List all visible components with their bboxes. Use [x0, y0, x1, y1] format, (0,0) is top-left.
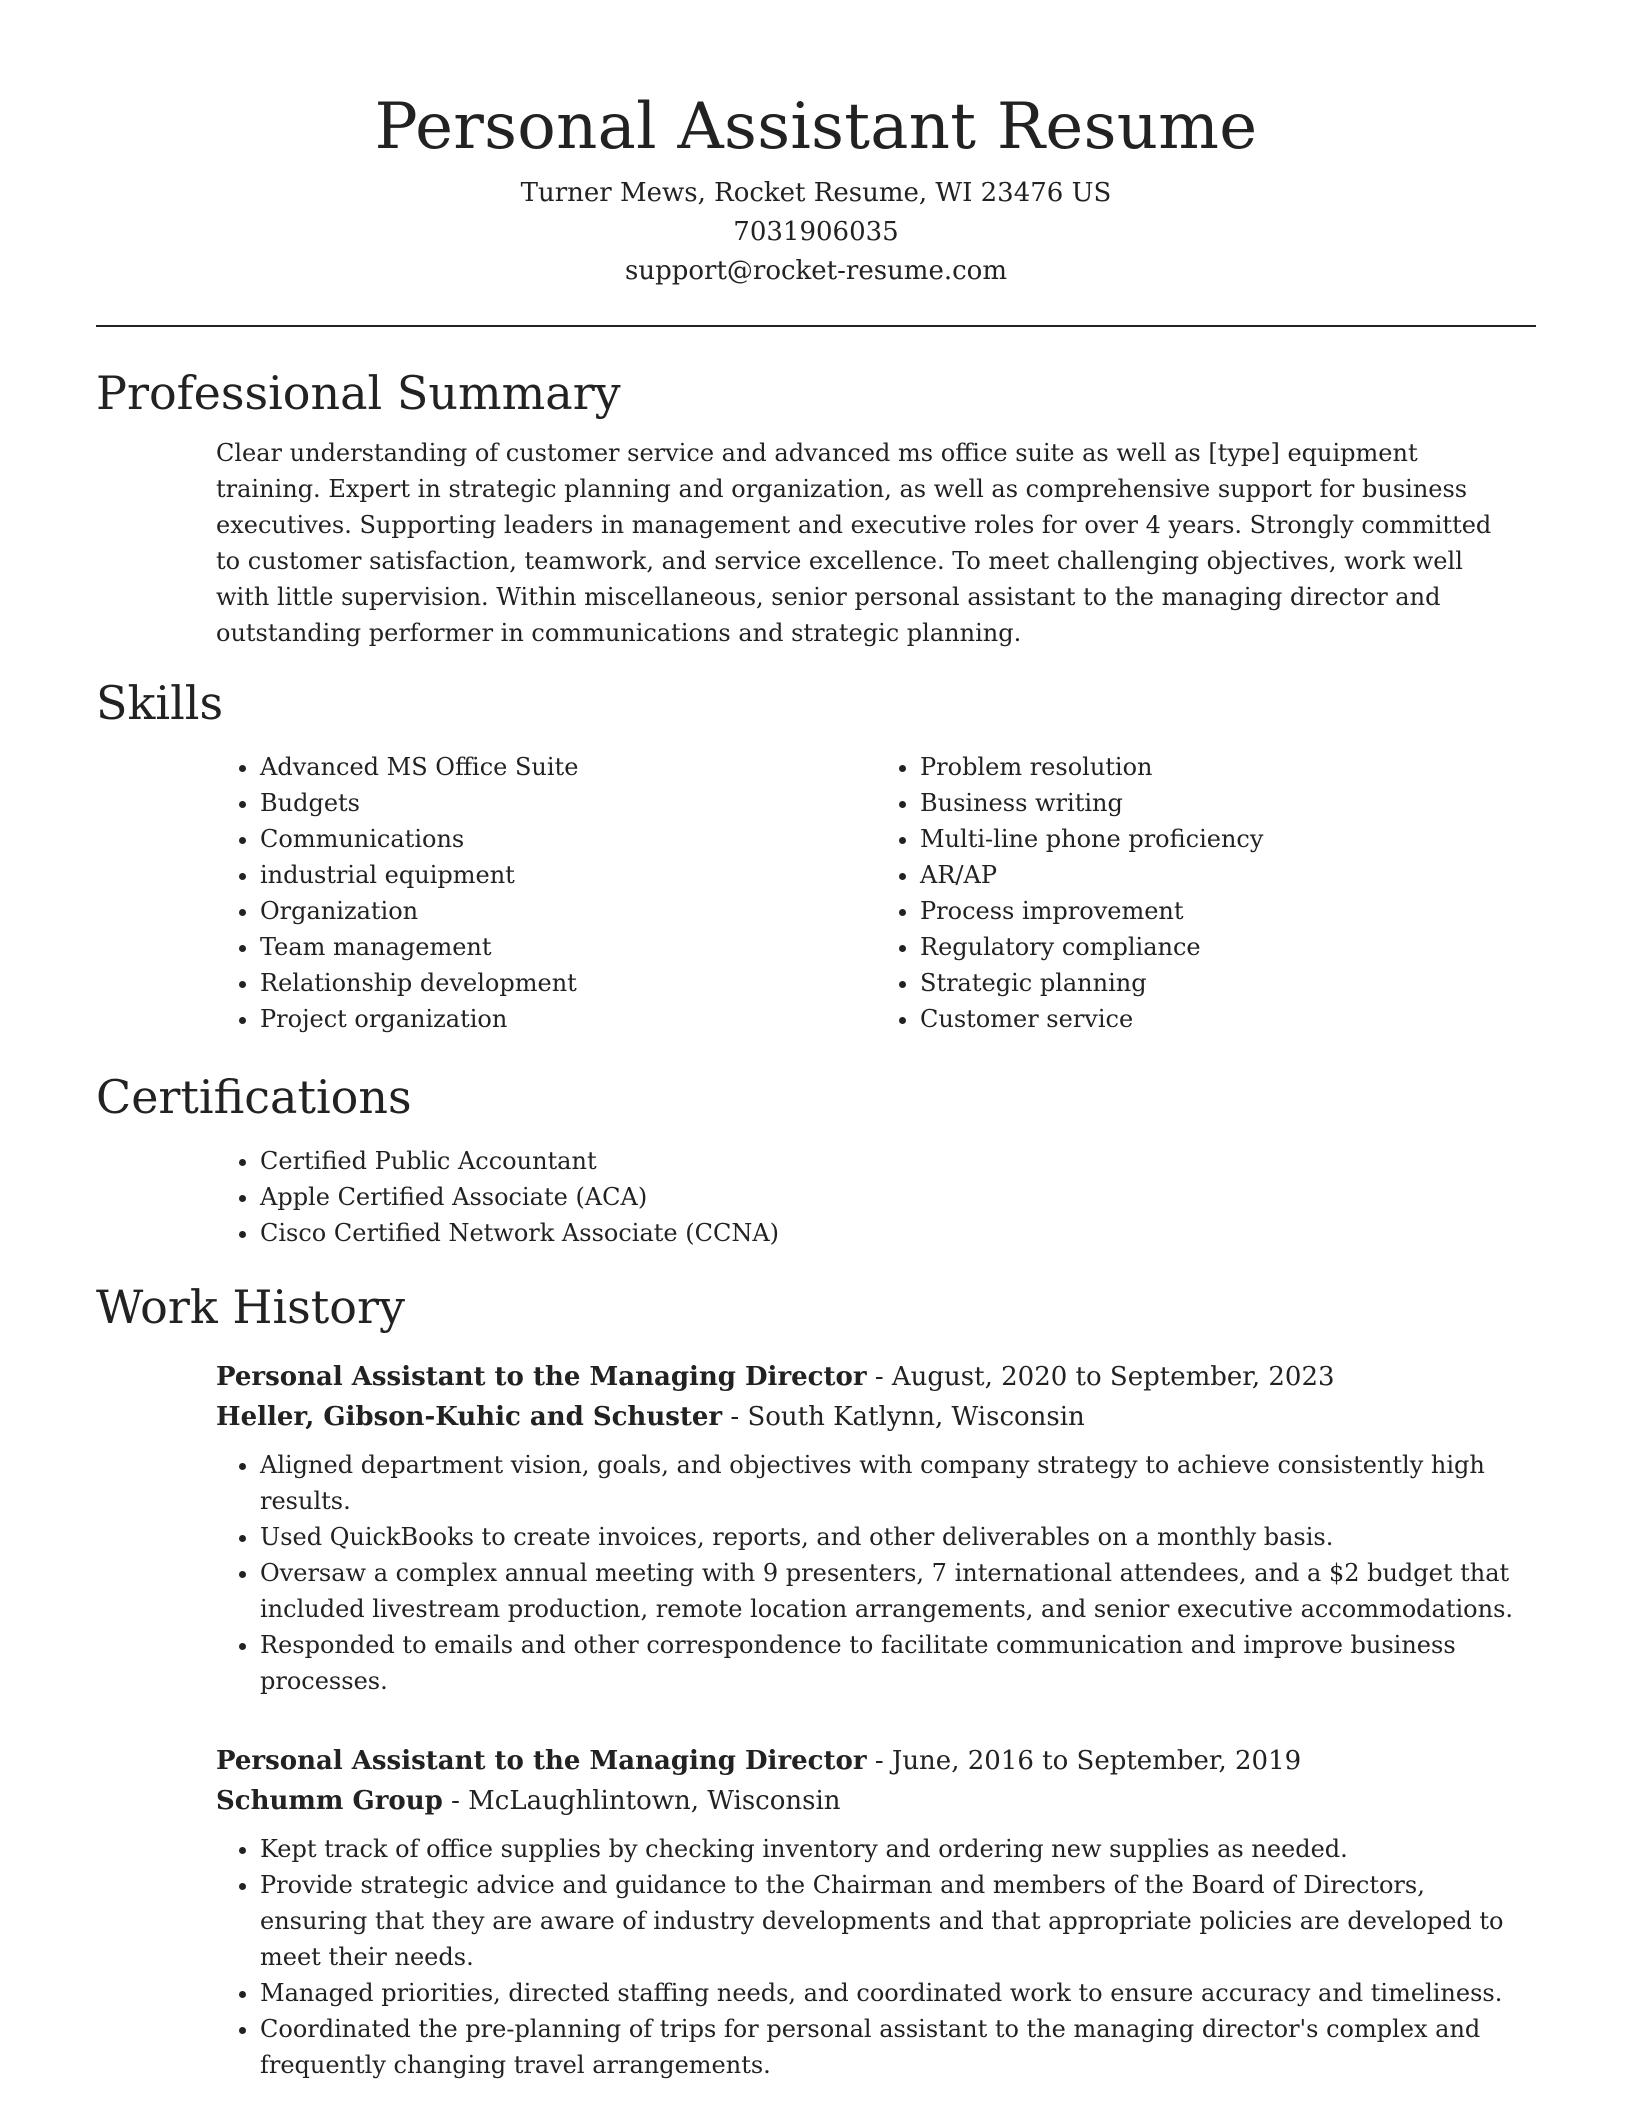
- contact-email: support@rocket-resume.com: [624, 256, 1007, 286]
- job-title-line: [216, 1357, 1516, 1397]
- certification-item: • Cisco Certified Network Associate (CCNA): [260, 1215, 1536, 1251]
- skill-item: • Team management: [260, 929, 876, 965]
- skill-item: • Problem resolution: [920, 749, 1536, 785]
- summary-section: [96, 363, 1536, 651]
- skill-item: • Customer service: [920, 1001, 1536, 1037]
- job-entry: [216, 1357, 1516, 1699]
- skills-grid: [216, 749, 1536, 1037]
- job-bullet: • Oversaw a complex annual meeting with 9 presenters, 7 international attendees, and a $2 budget that included livestream production, remote location arrangements, and senior executive accommodations.: [260, 1555, 1516, 1627]
- job-dates: August, 2020 to September, 2023: [891, 1362, 1335, 1392]
- job-bullet: • Coordinated the pre-planning of trips for personal assistant to the managing director's complex and frequently changing travel arrangements.: [260, 2011, 1516, 2083]
- skill-item: • Organization: [260, 893, 876, 929]
- skill-item: • Advanced MS Office Suite: [260, 749, 876, 785]
- job-bullet: • Managed priorities, directed staffing needs, and coordinated work to ensure accuracy and timeliness.: [260, 1975, 1516, 2011]
- skill-item: • Project organization: [260, 1001, 876, 1037]
- work-history-section: [96, 1277, 1536, 2083]
- job-entry: [216, 1741, 1516, 2083]
- summary-text: Clear understanding of customer service and advanced ms office suite as well as [type] equipment training. Expert in strategic planning and organization, as well as comprehensive support for business executives. Supporting leaders in management and executive roles for over 4 years. Strongly committed to customer satisfaction, teamwork, and service excellence. To meet challenging objectives, work well with little supervision. Within miscellaneous, senior personal assistant to the managing director and outstanding performer in communications and strategic planning.: [216, 439, 1492, 647]
- skill-item: • Relationship development: [260, 965, 876, 1001]
- skill-item: • Multi-line phone proficiency: [920, 821, 1536, 857]
- skill-item: • AR/AP: [920, 857, 1536, 893]
- resume-page: [96, 0, 1536, 2083]
- job-separator: -: [866, 1746, 892, 1776]
- skill-item: • industrial equipment: [260, 857, 876, 893]
- header-divider: [96, 325, 1536, 327]
- job-title-line: [216, 1741, 1516, 1781]
- certification-item: • Certified Public Accountant: [260, 1143, 1536, 1179]
- job-bullet: • Kept track of office supplies by checking inventory and ordering new supplies as needed.: [260, 1831, 1516, 1867]
- skill-item: • Process improvement: [920, 893, 1536, 929]
- job-title: Personal Assistant to the Managing Director: [216, 1362, 867, 1392]
- skill-item: • Communications: [260, 821, 876, 857]
- contact-address: Turner Mews, Rocket Resume, WI 23476 US: [520, 178, 1112, 208]
- job-title: Personal Assistant to the Managing Director: [216, 1746, 867, 1776]
- skills-heading: Skills: [96, 676, 224, 730]
- job-bullet: • Responded to emails and other correspondence to facilitate communication and improve business processes.: [260, 1627, 1516, 1699]
- certifications-section: [96, 1067, 1536, 1251]
- job-bullet-list: [216, 1447, 1516, 1699]
- skill-item: • Strategic planning: [920, 965, 1536, 1001]
- certifications-list: [216, 1143, 1536, 1251]
- job-company-line: [216, 1781, 1516, 1821]
- summary-heading: Professional Summary: [96, 366, 621, 420]
- job-bullet: • Aligned department vision, goals, and objectives with company strategy to achieve consistently high results.: [260, 1447, 1516, 1519]
- job-bullet: • Provide strategic advice and guidance to the Chairman and members of the Board of Directors, ensuring that they are aware of industry developments and that appropriate policies are developed to meet their needs.: [260, 1867, 1516, 1975]
- job-separator: -: [442, 1786, 469, 1816]
- work-history-heading: Work History: [96, 1280, 405, 1334]
- certification-item: • Apple Certified Associate (ACA): [260, 1179, 1536, 1215]
- job-location: McLaughlintown, Wisconsin: [468, 1786, 841, 1816]
- job-company: Schumm Group: [216, 1786, 443, 1816]
- skill-item: • Budgets: [260, 785, 876, 821]
- resume-title: Personal Assistant Resume: [374, 90, 1258, 164]
- contact-block: [96, 174, 1536, 291]
- job-bullet: • Used QuickBooks to create invoices, reports, and other deliverables on a monthly basis.: [260, 1519, 1516, 1555]
- contact-phone: 7031906035: [733, 217, 899, 247]
- job-dates: June, 2016 to September, 2019: [891, 1746, 1302, 1776]
- skills-left-list: [216, 749, 876, 1037]
- job-company-line: [216, 1397, 1516, 1437]
- skills-right-list: [876, 749, 1536, 1037]
- job-location: South Katlynn, Wisconsin: [747, 1402, 1085, 1432]
- job-bullet-list: [216, 1831, 1516, 2083]
- skills-section: [96, 673, 1536, 1037]
- skill-item: • Regulatory compliance: [920, 929, 1536, 965]
- job-company: Heller, Gibson-Kuhic and Schuster: [216, 1402, 723, 1432]
- certifications-heading: Certifications: [96, 1070, 412, 1124]
- job-separator: -: [866, 1362, 892, 1392]
- skill-item: • Business writing: [920, 785, 1536, 821]
- job-separator: -: [722, 1402, 748, 1432]
